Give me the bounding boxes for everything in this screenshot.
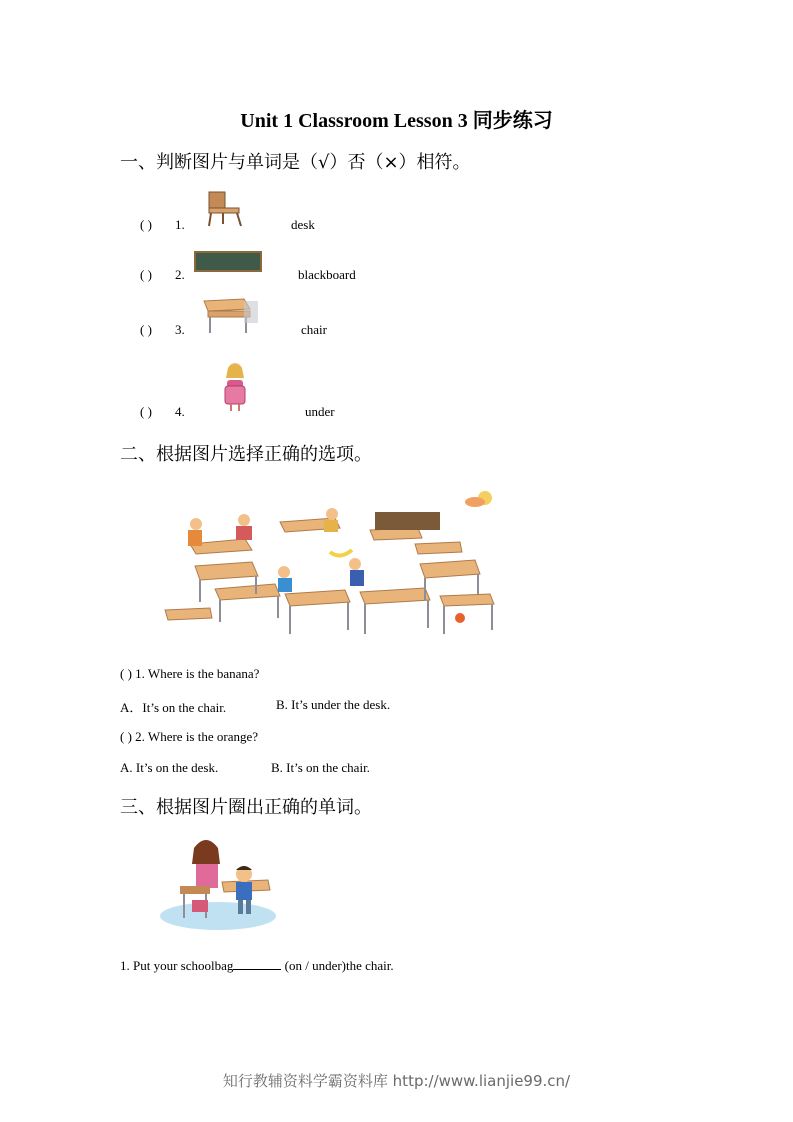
classroom-scene-image (160, 484, 520, 644)
question-2-1: ( ) 1. Where is the banana? (120, 666, 260, 681)
item-number-3: 3. (175, 322, 185, 337)
item-word-1: desk (291, 217, 315, 232)
answer-blank[interactable] (233, 957, 281, 970)
item-number-1: 1. (175, 217, 185, 232)
question-3-1-choices: (on / under)the chair. (281, 958, 394, 973)
section-3-heading: 三、根据图片圈出正确的单词。 (120, 797, 372, 818)
page-title: Unit 1 Classroom Lesson 3 同步练习 (240, 110, 553, 132)
footer-watermark: 知行教辅资料学霸资料库 http://www.lianjie99.cn/ (222, 1072, 571, 1090)
option-2-2-b[interactable]: B. It’s on the chair. (271, 760, 370, 775)
question-3-1 (120, 957, 394, 974)
item-word-3: chair (301, 322, 327, 337)
question-2-2: ( ) 2. Where is the orange? (120, 729, 259, 744)
question-3-1-text: 1. Put your schoolbag (120, 958, 234, 973)
chair-icon (205, 190, 247, 228)
section-1-heading: 一、判断图片与单词是（√）否（×）相符。 (120, 152, 471, 173)
girl-with-bag-icon (222, 360, 250, 412)
answer-paren-2[interactable]: ( ) (140, 267, 152, 282)
answer-paren-1[interactable]: ( ) (140, 217, 152, 232)
teacher-and-boy-image (156, 834, 286, 934)
item-number-4: 4. (175, 404, 185, 419)
blackboard-icon (194, 251, 262, 272)
answer-paren-3[interactable]: ( ) (140, 322, 152, 337)
item-word-2: blackboard (298, 267, 356, 282)
desk-icon (200, 295, 260, 335)
option-2-1-b[interactable]: B. It’s under the desk. (276, 697, 391, 712)
option-2-2-a[interactable]: A. It’s on the desk. (120, 760, 219, 775)
item-word-4: under (305, 404, 335, 419)
item-number-2: 2. (175, 267, 185, 282)
section-2-heading: 二、根据图片选择正确的选项。 (120, 444, 372, 465)
option-2-1-a[interactable]: A．It’s on the chair. (120, 700, 227, 715)
answer-paren-4[interactable]: ( ) (140, 404, 152, 419)
